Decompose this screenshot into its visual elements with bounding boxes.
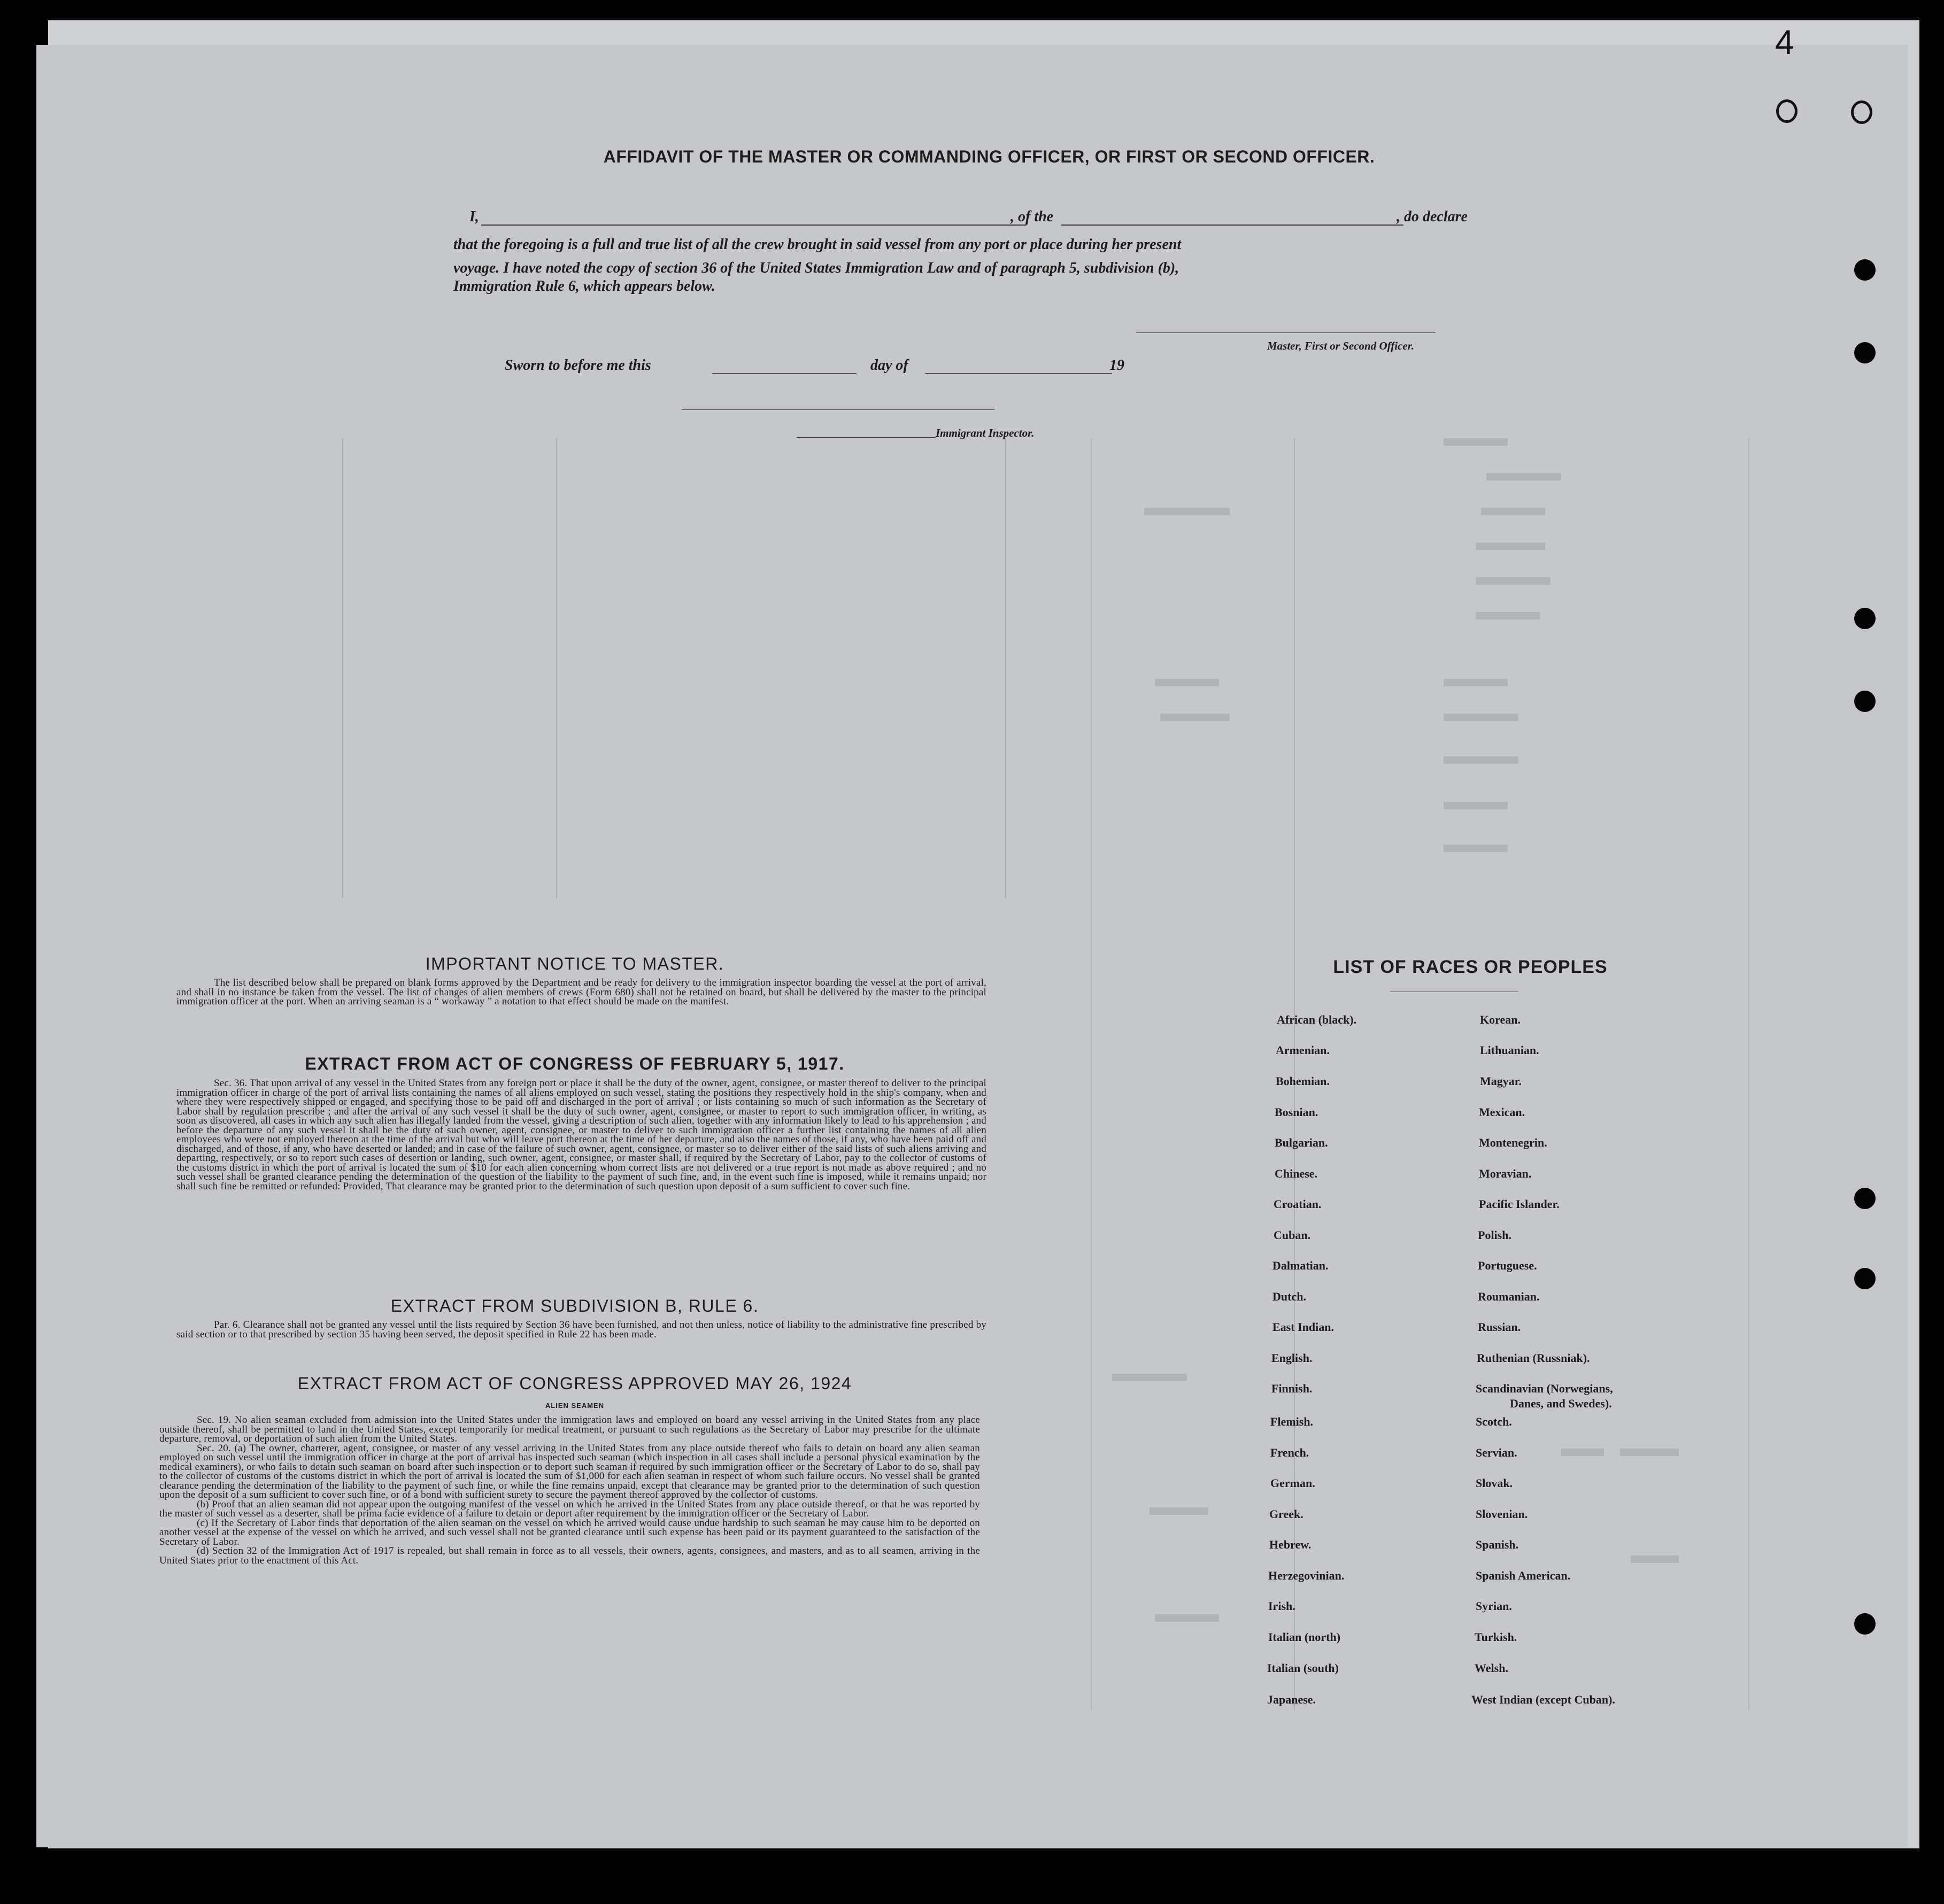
race-item-continuation: Danes, and Swedes).: [1510, 1397, 1612, 1410]
section-20a-paragraph: Sec. 20. (a) The owner, charterer, agent, consignee, or master of any vessel arriving in the United States from any place outside thereof who fails to detain on board any alien seaman employed on such vessel until the immigration officer in charge at the port of arrival has inspected such seaman (which inspection in all cases shall include a personal physical examination by the medical examiners), or who fails to detain such seaman on board after such inspection or to deport such seaman if required by such immigration officer or the Secretary of Labor to do so, shall pay to the collector of customs of the customs district in which the port of arrival is located the sum of $1,000 for each alien seaman in respect of whom such failure occurs. No vessel shall be granted clearance pending the determination of the liability to the payment of such fine, or while the fine remains unpaid, except that clearance may be granted prior to the determination of such question upon the deposit of a sum sufficient to cover such fine, or of a bond with sufficient surety to secure the payment thereof approved by the collector of customs.: [159, 1442, 980, 1500]
race-item: Servian.: [1476, 1446, 1517, 1459]
extract-1924-text: [159, 1415, 980, 1565]
punch-hole: [1854, 342, 1876, 363]
inspector-caption: Immigrant Inspector.: [936, 427, 1035, 439]
section-19-paragraph: Sec. 19. No alien seaman excluded from admission into the United States under the immigration laws and employed on board any vessel arriving in the United States from any place outside thereof, shall be permitted to land in the United States, except temporarily for medical treatment, or pursuant to such regulations as the Secretary of Labor may prescribe for the ultimate departure, removal, or deportation of such alien from the United States.: [159, 1414, 980, 1444]
affidavit-i-label: I,: [469, 208, 479, 225]
race-item: Korean.: [1480, 1013, 1521, 1026]
race-item: Slovak.: [1476, 1476, 1513, 1490]
alien-seamen-subtitle: ALIEN SEAMEN: [545, 1402, 605, 1410]
race-item: Mexican.: [1479, 1105, 1525, 1119]
punch-hole: [1854, 1613, 1876, 1635]
affidavit-title: AFFIDAVIT OF THE MASTER OR COMMANDING OFFICER, OR FIRST OR SECOND OFFICER.: [603, 147, 1375, 166]
race-item: Dutch.: [1272, 1290, 1306, 1303]
punch-hole: [1854, 1268, 1876, 1289]
race-item: Montenegrin.: [1479, 1136, 1547, 1149]
race-item: Russian.: [1478, 1320, 1521, 1334]
affidavit-of-the-label: , of the: [1010, 208, 1054, 225]
race-item: Greek.: [1269, 1507, 1303, 1521]
punch-hole: [1854, 1188, 1876, 1209]
section-20b-paragraph: (b) Proof that an alien seaman did not appear upon the outgoing manifest of the vessel on which he arrived in the United States from any place outside thereof, or that he was reported by the master of such vessel as a deserter, shall be prima facie evidence of a failure to detain or deport after requirement by the immigration officer or the Secretary of Labor.: [159, 1498, 980, 1519]
race-item: Roumanian.: [1478, 1290, 1540, 1303]
race-item: West Indian (except Cuban).: [1471, 1693, 1615, 1706]
race-item: Cuban.: [1274, 1228, 1311, 1242]
race-item: Chinese.: [1275, 1167, 1318, 1180]
extract-1917-text: [176, 1079, 986, 1191]
race-item: Italian (south): [1267, 1661, 1339, 1675]
race-item: Bosnian.: [1275, 1105, 1318, 1119]
race-item: German.: [1270, 1476, 1315, 1490]
race-item: Syrian.: [1476, 1599, 1512, 1613]
day-of-label: day of: [870, 357, 908, 374]
officer-signature-caption: Master, First or Second Officer.: [1267, 339, 1414, 352]
race-item: Pacific Islander.: [1479, 1197, 1560, 1211]
affidavit-declare-label: , do declare: [1397, 208, 1468, 225]
extract-1924-title: EXTRACT FROM ACT OF CONGRESS APPROVED MAY 26, 1924: [297, 1374, 852, 1393]
race-item: Moravian.: [1479, 1167, 1532, 1180]
race-item: Welsh.: [1475, 1661, 1508, 1675]
race-item: French.: [1270, 1446, 1309, 1459]
section-36-paragraph: Sec. 36. That upon arrival of any vessel in the United States from any foreign port or place it shall be the duty of the owner, agent, consignee, or master thereof to deliver to the principal immigration officer in charge of the port of arrival lists containing the names of all aliens employed on such vessel, stating the positions they respectively hold in the ship's company, when and where they were respectively shipped or engaged, and specifying those to be paid off and discharged in the port of arrival ; or lists containing so much of such information as the Secretary of Labor shall by regulation prescribe ; and after the arrival of any such vessel it shall be the duty of such owner, agent, consignee, or master to report to such immigration officer, in writing, as soon as discovered, all cases in which any such alien has illegally landed from the vessel, giving a description of such alien, together with any information likely to lead to his apprehension ; and before the departure of any such vessel it shall be the duty of such owner, agent, consignee, or master to deliver to such immigration officer a further list containing the names of all alien employees who were not employed thereon at the time of the arrival but who will leave port thereon at the time of her departure, and also the names of those, if any, who have been paid off and discharged, and of those, if any, who have deserted or landed; and in case of the failure of such owner, agent, consignee, or master so to deliver either of the said lists of such aliens arriving and departing, respectively, or so to report such cases of desertion or landing, such owner, agent, consignee, or master shall, if required by the Secretary of Labor, pay to the collector of customs of the customs district in which the port of arrival is located the sum of $10 for each alien concerning whom correct lists are not delivered or a true report is not made as above required ; and no such vessel shall be granted clearance pending the determination of the question of the liability to the payment of such fine, and, in the event such fine is imposed, while it remains unpaid; nor shall such fine be remitted or refunded: Provided, That clearance may be granted prior to the determination of such question upon deposit of a sum sufficient to cover such fine.: [176, 1078, 986, 1192]
race-item: Turkish.: [1475, 1630, 1517, 1644]
race-item: Hebrew.: [1269, 1538, 1312, 1551]
punch-ring-right: [1851, 100, 1872, 124]
race-item: Polish.: [1478, 1228, 1511, 1242]
inspector-signature-field[interactable]: [797, 437, 936, 438]
sworn-month-field[interactable]: [925, 373, 1112, 374]
race-item: Dalmatian.: [1272, 1259, 1329, 1272]
race-item: Italian (north): [1268, 1630, 1341, 1644]
punch-ring-left: [1776, 99, 1798, 123]
manifest-page: [36, 45, 1908, 1847]
race-item: Armenian.: [1276, 1043, 1330, 1057]
race-item: African (black).: [1277, 1013, 1357, 1026]
race-item: Herzegovinian.: [1268, 1569, 1345, 1582]
extract-rule6-title: EXTRACT FROM SUBDIVISION B, RULE 6.: [390, 1296, 759, 1315]
punch-hole: [1854, 608, 1876, 629]
race-item: Scotch.: [1476, 1415, 1512, 1428]
notice-text: [176, 978, 986, 1007]
race-item: Lithuanian.: [1480, 1043, 1539, 1057]
race-item: Spanish American.: [1476, 1569, 1571, 1582]
race-item: Scandinavian (Norwegians,: [1476, 1382, 1613, 1395]
race-item: Ruthenian (Russniak).: [1477, 1351, 1590, 1365]
race-item: Magyar.: [1480, 1074, 1522, 1088]
year-label: 19: [1109, 357, 1124, 374]
vessel-name-field[interactable]: [1061, 225, 1403, 226]
officer-signature-field[interactable]: [1136, 332, 1436, 333]
race-item: Portuguese.: [1478, 1259, 1537, 1272]
master-name-field[interactable]: [481, 225, 1027, 226]
punch-hole: [1854, 691, 1876, 712]
notice-paragraph: The list described below shall be prepared on blank forms approved by the Department and be ready for delivery to the immigration inspector boarding the vessel at the port of arrival, and shall in no instance be taken from the vessel. The list of changes of alien members of crews (Form 680) shall not be retained on board, but shall be delivered by the master to the principal immigration officer at the port. When an arriving seaman is a “ workaway ” a notation to that effect should be made on the manifest.: [176, 977, 986, 1007]
extract-1917-title: EXTRACT FROM ACT OF CONGRESS OF FEBRUARY 5, 1917.: [305, 1054, 845, 1073]
race-item: Spanish.: [1476, 1538, 1519, 1551]
paragraph-6: Par. 6. Clearance shall not be granted any vessel until the lists required by Section 36 have been furnished, and not then unless, notice of liability to the administrative fine prescribed by said section or to that prescribed by section 35 having been served, the deposit specified in Rule 22 has been made.: [176, 1319, 986, 1340]
race-item: Bohemian.: [1276, 1074, 1330, 1088]
race-item: Irish.: [1268, 1599, 1295, 1613]
section-20c-paragraph: (c) If the Secretary of Labor finds that deportation of the alien seaman on the vessel on which he arrived would cause undue hardship to such seaman he may cause him to be deported on another vessel at the expense of the vessel on which he arrived, and such vessel shall not be granted clearance until such expense has been paid or its payment guaranteed to the satisfaction of the Secretary of Labor.: [159, 1517, 980, 1547]
extract-rule6-text: [176, 1320, 986, 1339]
section-20d-paragraph: (d) Section 32 of the Immigration Act of 1917 is repealed, but shall remain in force as to all vessels, their owners, agents, consignees, and masters, and as to all seamen, arriving in the United States prior to the enactment of this Act.: [159, 1545, 980, 1566]
race-item: Croatian.: [1274, 1197, 1322, 1211]
sworn-label: Sworn to before me this: [505, 357, 651, 374]
page-number: 4: [1775, 23, 1794, 61]
sworn-day-field[interactable]: [712, 373, 857, 374]
races-title: LIST OF RACES OR PEOPLES: [1333, 957, 1608, 977]
punch-hole: [1854, 259, 1876, 281]
race-item: Finnish.: [1271, 1382, 1313, 1395]
race-item: Japanese.: [1267, 1693, 1316, 1706]
race-item: East Indian.: [1272, 1320, 1334, 1334]
affidavit-body-line3: Immigration Rule 6, which appears below.: [453, 278, 715, 295]
race-item: English.: [1271, 1351, 1313, 1365]
affidavit-body-line2: voyage. I have noted the copy of section 36 of the United States Immigration Law and of paragraph 5, subdivision (b),: [453, 260, 1179, 276]
inspector-line-upper[interactable]: [682, 409, 994, 410]
race-item: Slovenian.: [1476, 1507, 1528, 1521]
affidavit-body-line1: that the foregoing is a full and true list of all the crew brought in said vessel from any port or place during her present: [453, 236, 1182, 253]
notice-title: IMPORTANT NOTICE TO MASTER.: [425, 954, 724, 973]
race-item: Bulgarian.: [1275, 1136, 1328, 1149]
race-item: Flemish.: [1270, 1415, 1314, 1428]
